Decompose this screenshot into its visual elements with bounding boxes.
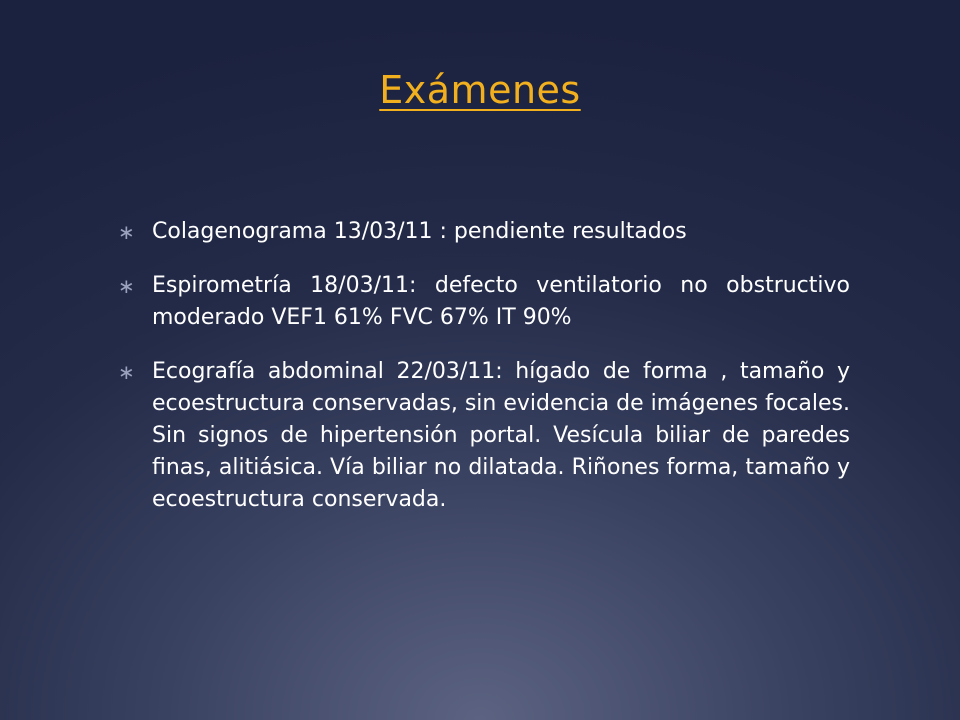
bullet-item-espirometria — [118, 270, 850, 334]
slide-title: Exámenes — [379, 68, 581, 112]
asterisk-icon: ∗ — [118, 220, 135, 244]
asterisk-icon: ∗ — [118, 360, 135, 384]
bullet-text: Espirometría 18/03/11: defecto ventilatorio no obstructivo moderado VEF1 61% FVC 67% IT 90% — [152, 273, 850, 330]
bullet-item-colagenograma — [118, 216, 850, 248]
asterisk-icon: ∗ — [118, 274, 135, 298]
bullet-text: Colagenograma 13/03/11 : pendiente resultados — [152, 219, 687, 244]
bullet-list — [118, 216, 850, 538]
bullet-text: Ecografía abdominal 22/03/11: hígado de forma , tamaño y ecoestructura conservadas, sin evidencia de imágenes focales. Sin signos de hipertensión portal. Vesícula biliar de paredes finas, alitiásica. Vía biliar no dilatada. Riñones forma, tamaño y ecoestructura conservada. — [152, 359, 850, 512]
bullet-item-ecografia — [118, 356, 850, 516]
